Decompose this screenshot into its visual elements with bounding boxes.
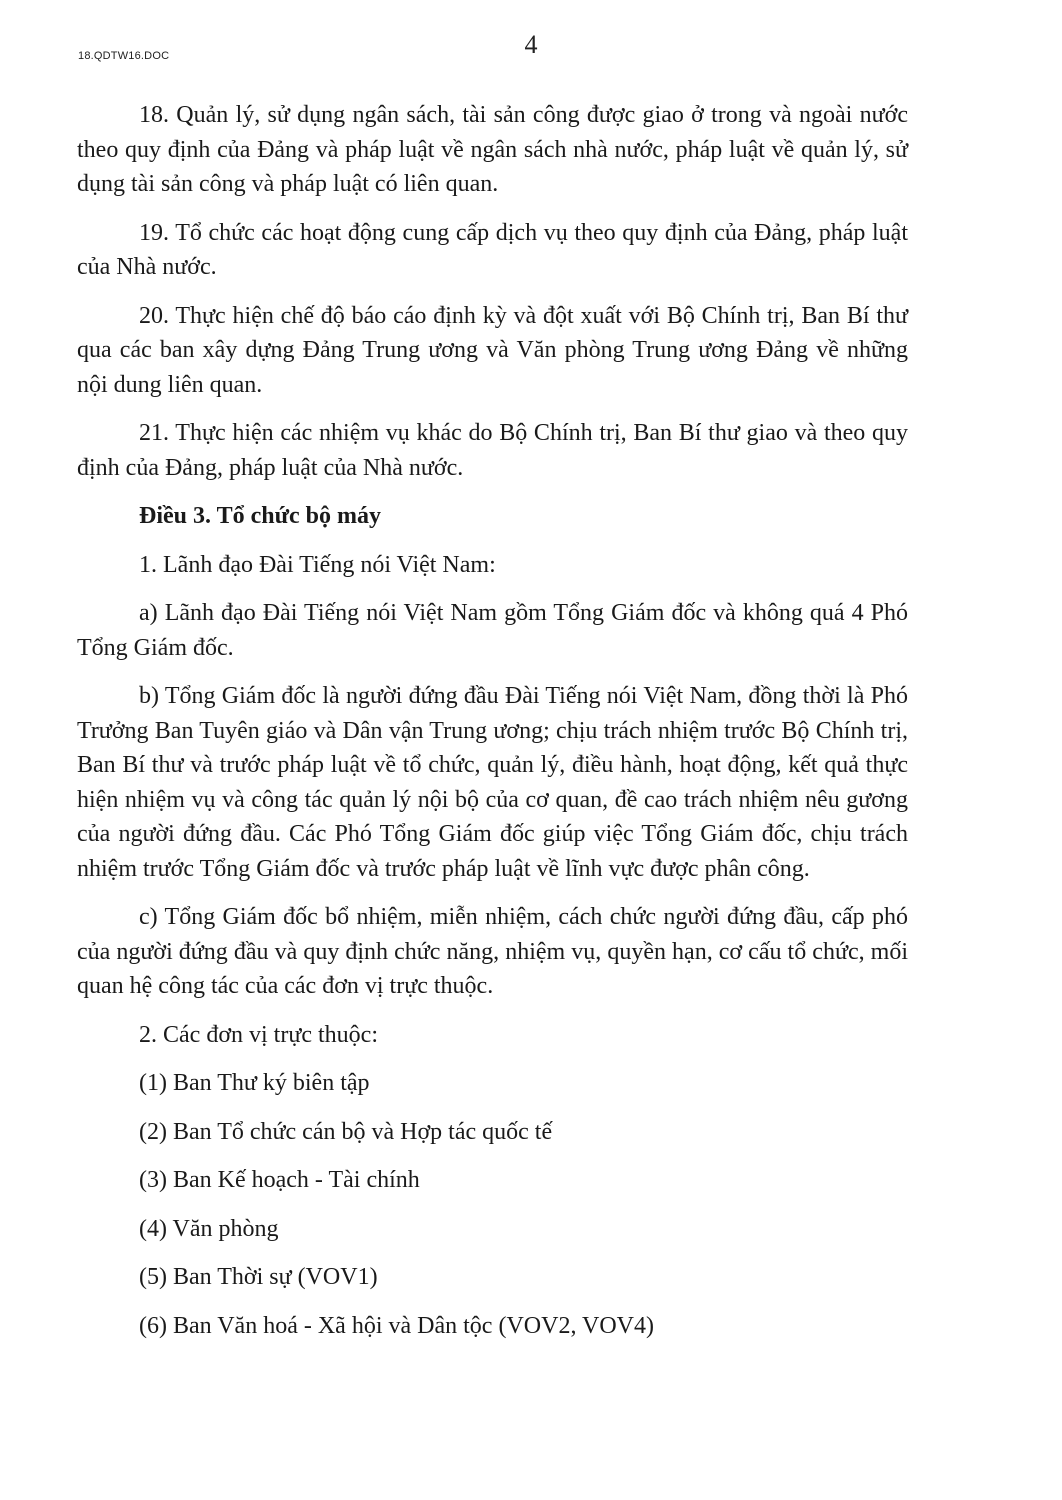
section-1c: c) Tổng Giám đốc bổ nhiệm, miễn nhiệm, cách chức người đứng đầu, cấp phó của người đứng đầu và quy định chức năng, nhiệm vụ, quyền hạn, cơ cấu tổ chức, mối quan hệ công tác của các đơn vị trực thuộc. (77, 904, 908, 999)
paragraph-18: 18. Quản lý, sử dụng ngân sách, tài sản công được giao ở trong và ngoài nước theo quy định của Đảng và pháp luật về ngân sách nhà nước, pháp luật về quản lý, sử dụng tài sản công và pháp luật có liên quan. (77, 102, 908, 197)
section-1b: b) Tổng Giám đốc là người đứng đầu Đài Tiếng nói Việt Nam, đồng thời là Phó Trưởng Ban Tuyên giáo và Dân vận Trung ương; chịu trách nhiệm trước Bộ Chính trị, Ban Bí thư và trước pháp luật về tổ chức, quản lý, điều hành, hoạt động, kết quả thực hiện nhiệm vụ và công tác quản lý nội bộ của cơ quan, đề cao trách nhiệm nêu gương của người đứng đầu. Các Phó Tổng Giám đốc giúp việc Tổng Giám đốc, chịu trách nhiệm trước Tổng Giám đốc và trước pháp luật về lĩnh vực được phân công. (77, 683, 908, 882)
unit-item: (2) Ban Tổ chức cán bộ và Hợp tác quốc tế (139, 1118, 553, 1145)
page-number: 4 (524, 30, 538, 59)
document-code: 18.QDTW16.DOC (78, 50, 170, 62)
document-body (77, 98, 908, 1343)
paragraph-19: 19. Tổ chức các hoạt động cung cấp dịch vụ theo quy định của Đảng, pháp luật của Nhà nước. (77, 219, 908, 280)
unit-item: (3) Ban Kế hoạch - Tài chính (139, 1167, 420, 1193)
paragraph-20: 20. Thực hiện chế độ báo cáo định kỳ và đột xuất với Bộ Chính trị, Ban Bí thư qua các ban xây dựng Đảng Trung ương và Văn phòng Trung ương Đảng về những nội dung liên quan. (77, 302, 908, 398)
unit-item: (6) Ban Văn hoá - Xã hội và Dân tộc (VOV2, VOV4) (139, 1312, 654, 1339)
article-3-heading: Điều 3. Tổ chức bộ máy (139, 503, 381, 529)
section-1-title: 1. Lãnh đạo Đài Tiếng nói Việt Nam: (139, 551, 496, 578)
section-1a: a) Lãnh đạo Đài Tiếng nói Việt Nam gồm Tổng Giám đốc và không quá 4 Phó Tổng Giám đốc. (77, 600, 908, 661)
section-2-title: 2. Các đơn vị trực thuộc: (139, 1021, 378, 1048)
paragraph-21: 21. Thực hiện các nhiệm vụ khác do Bộ Chính trị, Ban Bí thư giao và theo quy định của Đảng, pháp luật của Nhà nước. (77, 420, 908, 481)
unit-item: (4) Văn phòng (139, 1215, 279, 1242)
unit-item: (1) Ban Thư ký biên tập (139, 1070, 370, 1096)
unit-item: (5) Ban Thời sự (VOV1) (139, 1264, 378, 1290)
